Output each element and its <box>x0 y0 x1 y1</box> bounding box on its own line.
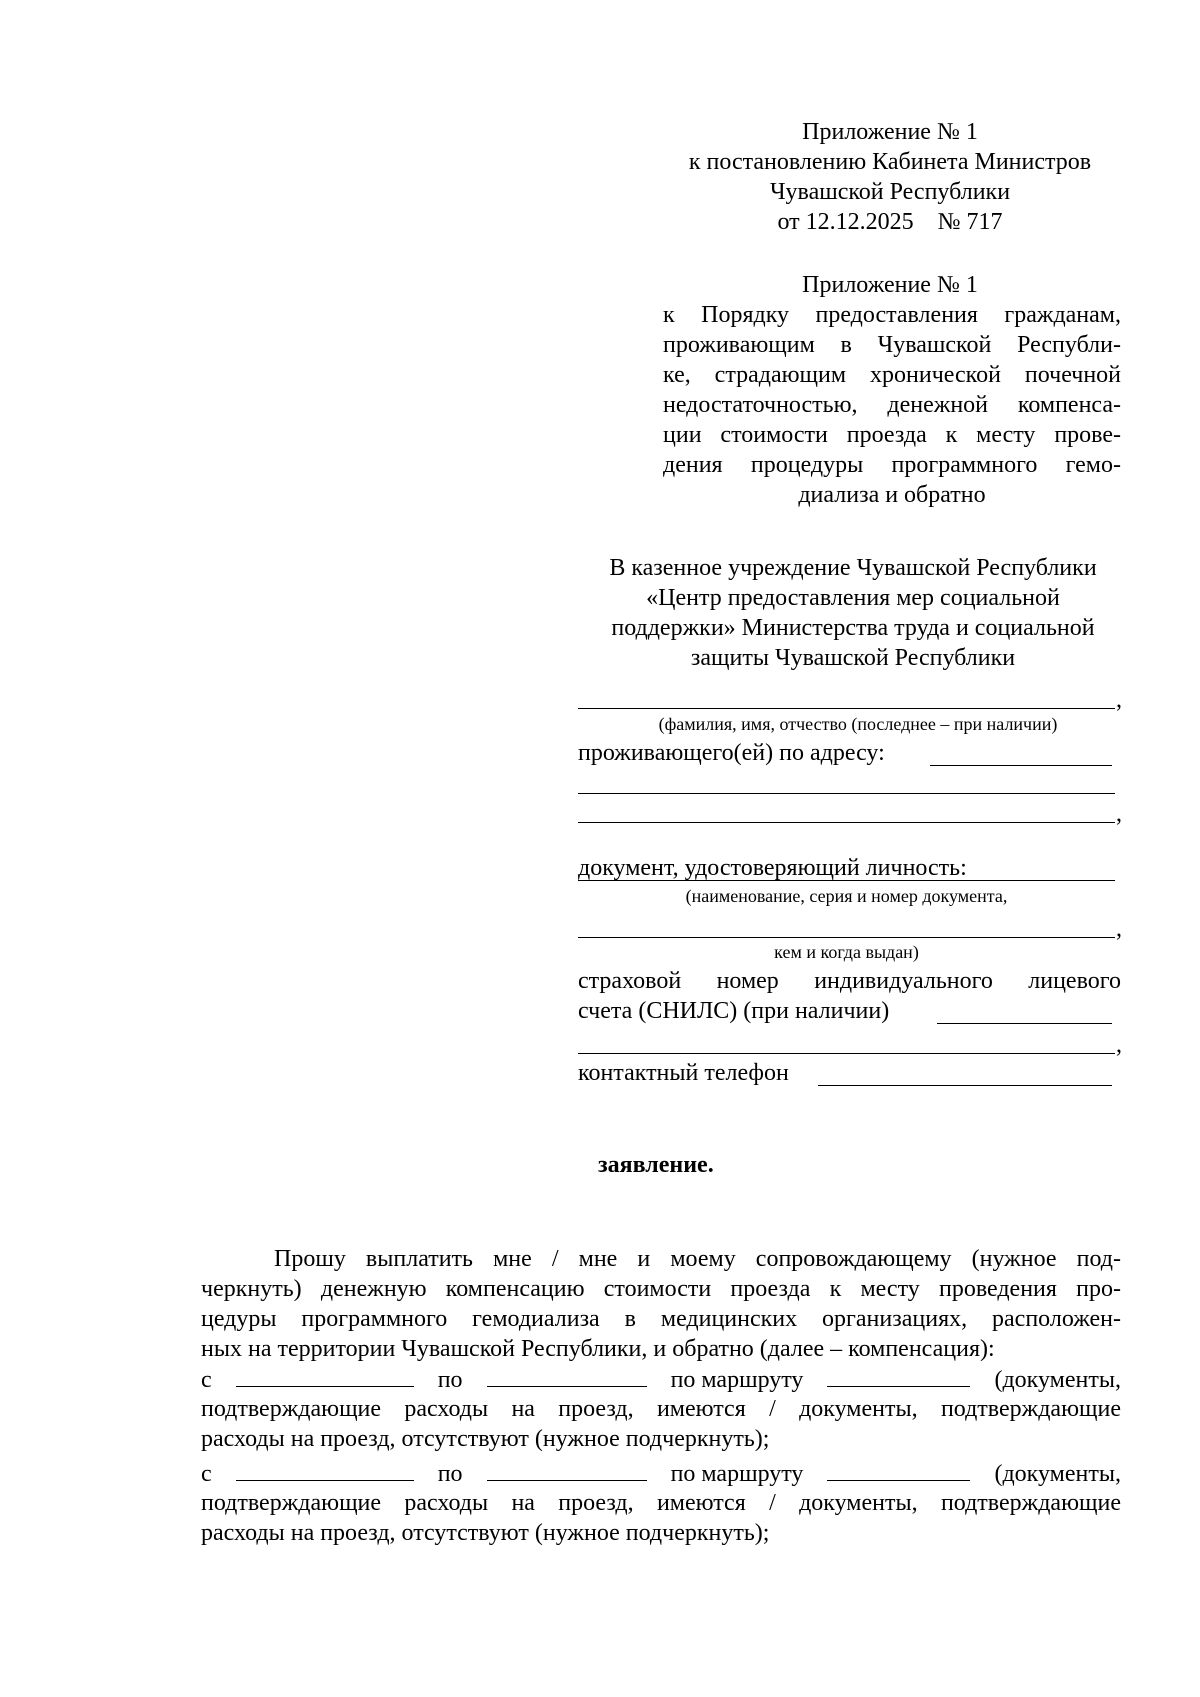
document-title: заявление. <box>598 1152 714 1178</box>
appendix2-line: ции стоимости проезда к месту прове- <box>663 422 1121 448</box>
appendix-ref-republic: Чувашской Республики <box>769 179 1011 205</box>
recipient-line: В казенное учреждение Чувашской Республики <box>609 555 1097 581</box>
address-comma: , <box>1116 801 1122 827</box>
trip-entry-1 <box>201 1364 1121 1395</box>
address-label: проживающего(ей) по адресу: <box>578 740 885 766</box>
route-field[interactable] <box>827 1364 970 1387</box>
trip-entry-1-docs: подтверждающие расходы на проезд, имеются / документы, подтверждающие <box>201 1396 1121 1422</box>
recipient-line: «Центр предоставления мер социальной <box>646 585 1060 611</box>
address-field-line-3[interactable] <box>578 822 1115 823</box>
paragraph-line: Прошу выплатить мне / мне и моему сопровождающему (нужное под- <box>274 1246 1121 1272</box>
appendix2-line: диализа и обратно <box>798 482 986 508</box>
date-to-field[interactable] <box>487 1458 647 1481</box>
fio-field-line[interactable] <box>578 708 1115 709</box>
recipient-line: защиты Чувашской Республики <box>690 645 1016 671</box>
address-field-line-2[interactable] <box>578 793 1115 794</box>
paragraph-line: черкнуть) денежную компенсацию стоимости проезда к месту проведения про- <box>201 1276 1121 1302</box>
phone-label: контактный телефон <box>578 1060 789 1086</box>
phone-field-line[interactable] <box>818 1085 1112 1086</box>
from-label: с <box>201 1461 212 1487</box>
appendix2-line: проживающим в Чувашской Республи- <box>663 332 1121 358</box>
appendix-title: Приложение № 1 <box>802 119 978 145</box>
appendix-ref-decree: к постановлению Кабинета Министров <box>688 149 1092 175</box>
appendix2-line: дения процедуры программного гемо- <box>663 452 1121 478</box>
route-label: по маршруту <box>670 1461 804 1487</box>
id-doc-field-line-1[interactable] <box>578 880 1115 881</box>
request-paragraph <box>201 1244 1121 1364</box>
trip-entry-2 <box>201 1458 1121 1489</box>
snils-label: счета (СНИЛС) (при наличии) <box>578 998 890 1024</box>
snils-comma: , <box>1116 1032 1122 1058</box>
date-from-field[interactable] <box>236 1364 414 1387</box>
from-label: с <box>201 1367 212 1393</box>
appendix2-line: к Порядку предоставления гражданам, <box>663 302 1121 328</box>
id-doc-field-line-2[interactable] <box>578 937 1115 938</box>
id-doc-label: документ, удостоверяющий личность: <box>578 855 967 881</box>
route-label: по маршруту <box>670 1367 804 1393</box>
docs-label: (документы, <box>994 1461 1121 1487</box>
date-to-field[interactable] <box>487 1364 647 1387</box>
date-from-field[interactable] <box>236 1458 414 1481</box>
fio-comma: , <box>1116 687 1122 713</box>
trip-entry-2-docs-end: расходы на проезд, отсутствуют (нужное подчеркнуть); <box>201 1520 770 1546</box>
id-doc-hint-issued: кем и когда выдан) <box>774 942 919 962</box>
appendix2-line: недостаточностью, денежной компенса- <box>663 392 1121 418</box>
docs-label: (документы, <box>994 1367 1121 1393</box>
appendix2-body <box>663 300 1121 510</box>
appendix-date-number: от 12.12.2025 № 717 <box>777 209 1003 235</box>
snils-field-line-1[interactable] <box>937 1023 1112 1024</box>
fio-hint: (фамилия, имя, отчество (последнее – при наличии) <box>658 714 1058 734</box>
recipient-line: поддержки» Министерства труда и социальной <box>611 615 1095 641</box>
to-label: по <box>437 1461 463 1487</box>
paragraph-line: цедуры программного гемодиализа в медицинских организациях, расположен- <box>201 1306 1121 1332</box>
trip-entry-1-docs-end: расходы на проезд, отсутствуют (нужное подчеркнуть); <box>201 1426 770 1452</box>
paragraph-line: ных на территории Чувашской Республики, и обратно (далее – компенсация): <box>201 1336 995 1362</box>
snils-label-line: страховой номер индивидуального лицевого <box>578 968 1121 994</box>
appendix2-title: Приложение № 1 <box>802 272 978 298</box>
address-field-line-1[interactable] <box>930 765 1112 766</box>
id-doc-comma: , <box>1116 916 1122 942</box>
recipient-block <box>563 553 1143 673</box>
trip-entry-2-docs: подтверждающие расходы на проезд, имеются / документы, подтверждающие <box>201 1490 1121 1516</box>
id-doc-hint: (наименование, серия и номер документа, <box>685 886 1008 906</box>
appendix2-line: ке, страдающим хронической почечной <box>663 362 1121 388</box>
snils-field-line-2[interactable] <box>578 1053 1115 1054</box>
route-field[interactable] <box>827 1458 970 1481</box>
to-label: по <box>437 1367 463 1393</box>
